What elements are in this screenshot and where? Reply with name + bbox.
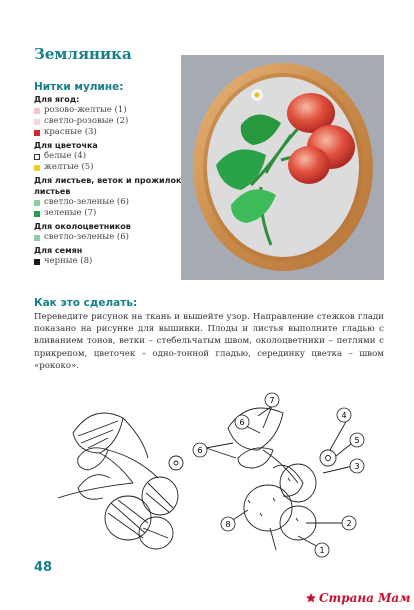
color-swatch	[34, 200, 40, 206]
color-swatch	[34, 259, 40, 265]
callout-1	[315, 543, 329, 557]
color-swatch	[34, 211, 40, 217]
stitch-direction-pattern	[58, 413, 183, 549]
hoop-illustration	[181, 55, 384, 280]
thread-group-title: Для цветочка	[34, 141, 98, 150]
threads-heading: Нитки мулине:	[34, 81, 124, 93]
page-title: Земляника	[34, 45, 132, 63]
instructions-heading: Как это сделать:	[34, 297, 138, 309]
embroidery-pattern	[48, 388, 370, 558]
thread-group-title: Для околоцветников	[34, 222, 131, 231]
color-swatch	[34, 154, 40, 160]
star-icon	[305, 592, 317, 604]
callout-7	[265, 393, 279, 407]
callout-3	[350, 459, 364, 473]
svg-text:8: 8	[225, 520, 231, 529]
svg-text:3: 3	[354, 462, 360, 471]
color-swatch	[34, 165, 40, 171]
svg-text:6: 6	[197, 446, 203, 455]
svg-text:2: 2	[346, 519, 352, 528]
thread-group-title: Для ягод:	[34, 95, 80, 104]
callout-5	[350, 433, 364, 447]
color-swatch	[34, 119, 40, 125]
thread-group-title: Для листьев, веток и прожилок листьев	[34, 176, 182, 196]
callout-2	[342, 516, 356, 530]
svg-text:4: 4	[341, 411, 347, 420]
watermark: Страна Мам	[305, 591, 411, 605]
thread-group-title: Для семян	[34, 246, 83, 255]
thread-item: красные (3)	[34, 127, 184, 138]
thread-item: светло-зеленые (6)	[34, 197, 184, 208]
thread-item: светло-зеленые (6)	[34, 232, 184, 243]
thread-list	[34, 94, 184, 267]
callout-4	[337, 408, 351, 422]
svg-text:7: 7	[269, 396, 275, 405]
callout-8	[221, 517, 235, 531]
thread-item: розово-желтые (1)	[34, 105, 184, 116]
thread-item: черные (8)	[34, 256, 184, 267]
page-number: 48	[34, 560, 53, 575]
thread-item: зеленые (7)	[34, 208, 184, 219]
callout-6	[235, 415, 249, 429]
color-swatch	[34, 130, 40, 136]
svg-text:6: 6	[239, 418, 245, 427]
thread-item: светло-розовые (2)	[34, 116, 184, 127]
embroidery-photo	[181, 55, 384, 280]
color-swatch	[34, 108, 40, 114]
thread-item: белые (4)	[34, 151, 184, 162]
svg-text:5: 5	[354, 436, 360, 445]
svg-text:1: 1	[319, 546, 325, 555]
color-swatch	[34, 235, 40, 241]
thread-item: желтые (5)	[34, 162, 184, 173]
callout-6b	[193, 443, 207, 457]
instructions-text: Переведите рисунок на ткань и вышейте узор. Направление стежков глади показано на рисунке для вышивки. Плоды и листья выполните гладью с вливанием тонов, ветки – стебельчатым швом, околоцветники – петлями с прикрепом, цветочек – одно-тонной гладью, серединку цветка – швом «рококо».	[34, 312, 384, 371]
